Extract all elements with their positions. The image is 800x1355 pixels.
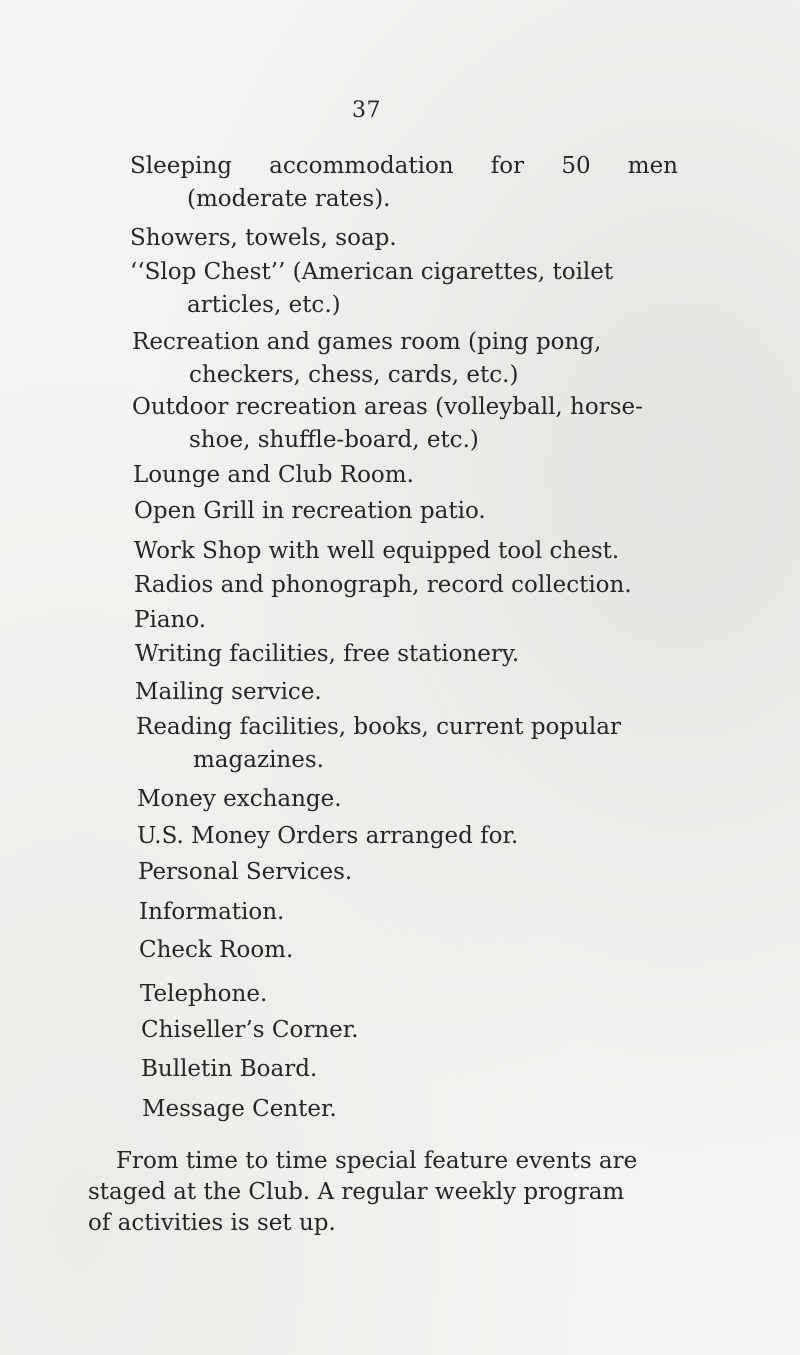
list-item [139, 896, 284, 929]
list-item-continuation: (moderate rates). [187, 186, 391, 212]
list-item-continuation: shoe, shuffle-board, etc.) [189, 427, 479, 453]
list-item-line: Piano. [134, 607, 207, 633]
paragraph-line: staged at the Club. A regular weekly program [88, 1179, 625, 1205]
list-item [140, 978, 267, 1011]
list-item-line: Information. [139, 899, 285, 925]
list-item [141, 1053, 317, 1086]
list-item [139, 934, 293, 967]
list-item [137, 783, 342, 816]
word: 50 [561, 153, 591, 179]
list-item-line: Reading facilities, books, current popular [136, 714, 621, 740]
list-item-line: U.S. Money Orders arranged for. [137, 823, 519, 849]
list-item [132, 391, 643, 457]
list-item-line: Recreation and games room (ping pong, [132, 329, 602, 355]
list-item [141, 1014, 359, 1047]
list-item [132, 326, 601, 392]
list-item-line: Chiseller’s Corner. [141, 1017, 359, 1043]
word: accommodation [269, 153, 454, 179]
list-item [134, 535, 619, 568]
list-item-line: Message Center. [142, 1096, 337, 1122]
list-item-line: Bulletin Board. [141, 1056, 318, 1082]
paragraph-line: From time to time special feature events are [116, 1148, 638, 1174]
list-item [135, 638, 519, 671]
list-item [135, 676, 322, 709]
list-item-continuation: articles, etc.) [187, 292, 341, 318]
list-item [130, 150, 678, 216]
list-item-line [130, 150, 678, 183]
list-item [136, 711, 621, 777]
closing-paragraph [88, 1146, 693, 1239]
word: Sleeping [130, 153, 232, 179]
list-item-line: Showers, towels, soap. [130, 225, 397, 251]
list-item-line: Radios and phonograph, record collection. [134, 572, 632, 598]
list-item [137, 820, 518, 853]
page-number: 37 [352, 98, 381, 123]
list-item-line: Writing facilities, free stationery. [135, 641, 520, 667]
list-item [134, 569, 632, 602]
list-item [133, 459, 414, 492]
list-item-line: Work Shop with well equipped tool chest. [134, 538, 620, 564]
list-item-continuation: magazines. [193, 747, 324, 773]
list-item-line: Lounge and Club Room. [133, 462, 414, 488]
list-item [130, 222, 397, 255]
list-item-line: ‘‘Slop Chest’’ (American cigarettes, toilet [130, 259, 614, 285]
list-item [134, 604, 206, 637]
list-item-continuation: checkers, chess, cards, etc.) [189, 362, 519, 388]
list-item-line: Outdoor recreation areas (volleyball, horse- [132, 394, 643, 420]
list-item [134, 495, 486, 528]
list-item-line: Personal Services. [138, 859, 353, 885]
list-item-line: Open Grill in recreation patio. [134, 498, 486, 524]
list-item [130, 256, 613, 322]
list-item-line: Check Room. [139, 937, 294, 963]
list-item-line: Mailing service. [135, 679, 322, 705]
list-item-line: Telephone. [140, 981, 268, 1007]
word: for [490, 153, 525, 179]
paragraph-line: of activities is set up. [88, 1210, 336, 1236]
list-item [142, 1093, 337, 1126]
word: men [627, 153, 678, 179]
list-item-line: Money exchange. [137, 786, 342, 812]
list-item [138, 856, 352, 889]
